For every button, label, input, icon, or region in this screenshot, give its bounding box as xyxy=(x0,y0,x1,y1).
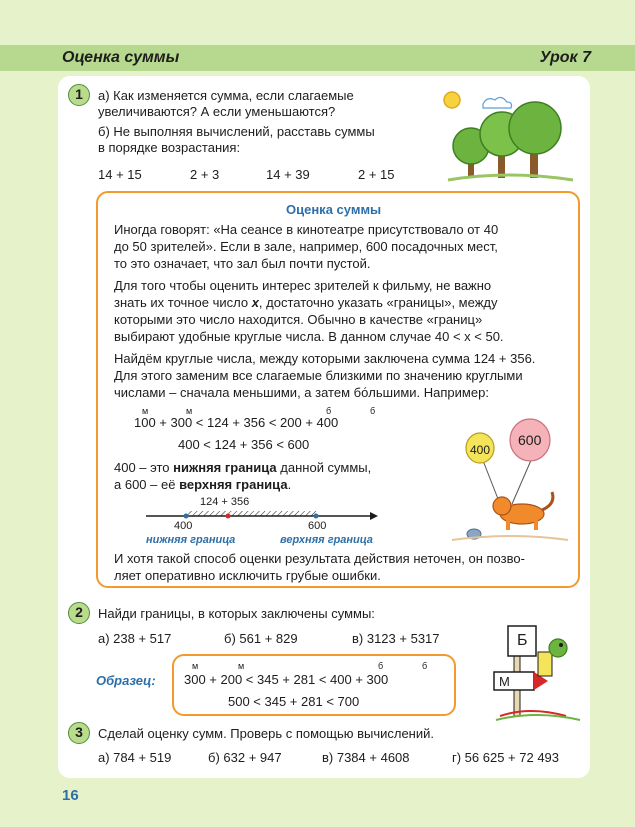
task1-sum-2: 2 + 3 xyxy=(190,167,220,182)
task1-sum-1: 14 + 15 xyxy=(98,167,142,182)
sample-line-1: 300 + 200 < 345 + 281 < 400 + 300 xyxy=(184,672,389,687)
task3-item-c: в) 7384 + 4608 xyxy=(322,750,410,765)
task3-text: Сделай оценку сумм. Проверь с помощью вычислений. xyxy=(98,726,435,741)
task2-text: Найди границы, в которых заключены суммы: xyxy=(98,606,375,621)
sample-mark-b-1: б xyxy=(378,661,384,671)
theory-p3-line2: Для этого заменим все слагаемые близкими по значению круглыми xyxy=(114,368,523,383)
trees-illustration xyxy=(438,82,578,192)
lower-bound-label: нижняя граница xyxy=(146,534,236,546)
mark-m-1: м xyxy=(142,406,149,416)
theory-p4-line1: И хотя такой способ оценки результата действия неточен, он позво- xyxy=(114,551,525,566)
task-number-2: 2 xyxy=(68,602,90,624)
task-number-3: 3 xyxy=(68,722,90,744)
sign-letter-b: Б xyxy=(517,632,528,649)
theory-p1-line3: то это означает, что зал был почти пустой. xyxy=(114,256,371,271)
topic-title: Оценка суммы xyxy=(62,49,180,66)
theory-title: Оценка суммы xyxy=(286,202,382,217)
theory-p2-line3: которыми это число находится. Обычно в качестве «границ» xyxy=(114,312,483,327)
upper-bound-text: а 600 – её верхняя граница. xyxy=(114,477,292,492)
task3-item-b: б) 632 + 947 xyxy=(208,750,282,765)
sample-label: Образец: xyxy=(96,673,156,688)
theory-p3-line3: числами – сначала меньшими, а затем бо́льшими. Например: xyxy=(114,385,489,400)
numline-low-label: 400 xyxy=(174,520,193,532)
sample-mark-b-2: б xyxy=(422,661,428,671)
cat-balloons-illustration xyxy=(442,418,570,542)
sample-mark-m-1: м xyxy=(192,661,199,671)
task-number-1: 1 xyxy=(68,84,90,106)
page-number: 16 xyxy=(62,787,79,804)
task1-b-line1: б) Не выполняя вычислений, расставь суммы xyxy=(98,124,375,139)
balloon-low-text: 400 xyxy=(470,443,491,457)
numline-high-label: 600 xyxy=(308,520,327,532)
task2-item-a: а) 238 + 517 xyxy=(98,631,172,646)
mark-m-2: м xyxy=(186,406,193,416)
task2-item-b: б) 561 + 829 xyxy=(224,631,298,646)
lower-bound-text: 400 – это нижняя граница данной суммы, xyxy=(114,460,372,475)
lesson-number: Урок 7 xyxy=(539,49,591,66)
task1-a-line1: а) Как изменяется сумма, если слагаемые xyxy=(98,88,354,103)
sample-mark-m-2: м xyxy=(238,661,245,671)
task1-sum-3: 14 + 39 xyxy=(266,167,310,182)
theory-p2-line1: Для того чтобы оценить интерес зрителей к фильму, не важно xyxy=(114,278,492,293)
content-card xyxy=(58,76,590,778)
mark-b-1: б xyxy=(326,406,332,416)
numline-sum-label: 124 + 356 xyxy=(200,496,250,508)
balloon-high-text: 600 xyxy=(518,432,542,448)
theory-p1-line1: Иногда говорят: «На сеансе в кинотеатре присутствовало от 40 xyxy=(114,222,499,237)
sample-line-2: 500 < 345 + 281 < 700 xyxy=(228,694,360,709)
theory-p4-line2: ляет оперативно исключить грубые ошибки. xyxy=(114,568,381,583)
inequality-1: 100 + 300 < 124 + 356 < 200 + 400 xyxy=(134,415,339,430)
task3-item-d: г) 56 625 + 72 493 xyxy=(452,750,560,765)
task2-item-c: в) 3123 + 5317 xyxy=(352,631,440,646)
task1-b-line2: в порядке возрастания: xyxy=(98,140,241,155)
mark-b-2: б xyxy=(370,406,376,416)
task1-a-line2: увеличиваются? А если уменьшаются? xyxy=(98,104,336,119)
inequality-2: 400 < 124 + 356 < 600 xyxy=(178,437,310,452)
theory-p1-line2: до 50 зрителей». Если в зале, например, 600 посадочных мест, xyxy=(114,239,498,254)
signpost-illustration xyxy=(486,622,586,722)
theory-p2-line2: знать их точное число x, достаточно указать «границы», между xyxy=(114,295,498,310)
page-header xyxy=(0,45,635,71)
task1-sum-4: 2 + 15 xyxy=(358,167,395,182)
sign-letter-m: М xyxy=(499,674,510,689)
task3-item-a: а) 784 + 519 xyxy=(98,750,172,765)
theory-p2-line4: выбирают удобные круглые числа. В данном случае 40 < x < 50. xyxy=(114,329,504,344)
upper-bound-label: верхняя граница xyxy=(280,534,373,546)
theory-p3-line1: Найдём круглые числа, между которыми заключена сумма 124 + 356. xyxy=(114,351,536,366)
